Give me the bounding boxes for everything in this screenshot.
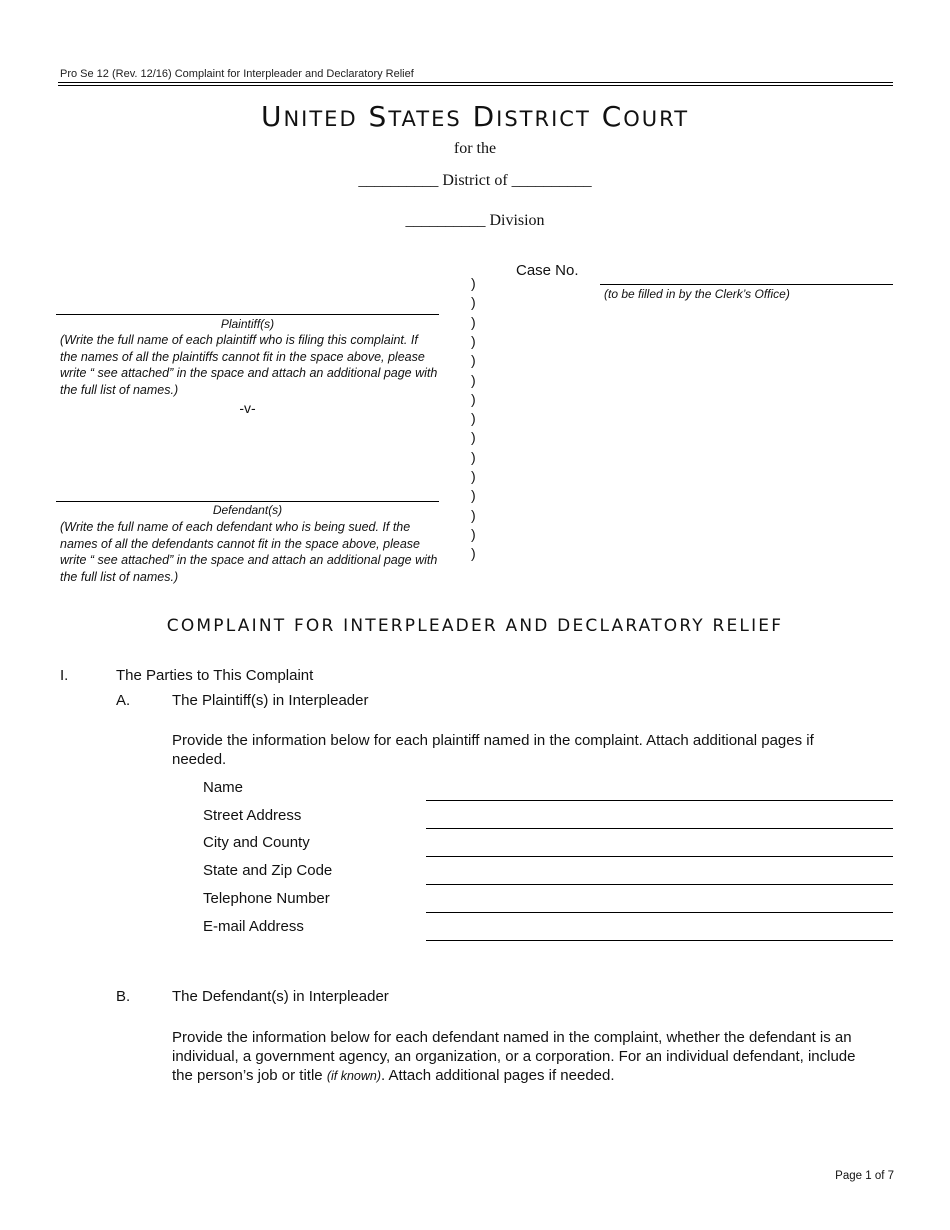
caption-paren: ) bbox=[471, 352, 476, 369]
versus-text: -v- bbox=[239, 400, 256, 416]
caption-paren: ) bbox=[471, 545, 476, 562]
caption-paren: ) bbox=[471, 275, 476, 291]
caption-paren: ) bbox=[471, 506, 476, 523]
section-a-title: The Plaintiff(s) in Interpleader bbox=[172, 692, 369, 709]
court-title: UNITED STATES DISTRICT COURT bbox=[260, 100, 690, 133]
plaintiff-city-input[interactable] bbox=[426, 856, 893, 857]
header-rule-top bbox=[58, 82, 893, 83]
plaintiff-state-input[interactable] bbox=[426, 884, 893, 885]
caption-paren: ) bbox=[471, 390, 476, 407]
plaintiff-street-label: Street Address bbox=[203, 807, 302, 824]
district-line: __________ District of __________ bbox=[358, 172, 592, 189]
caption-paren: ) bbox=[471, 313, 476, 330]
division-line: __________ Division bbox=[405, 212, 545, 229]
caption-paren: ) bbox=[471, 468, 476, 484]
clerk-note: (to be filled in by the Clerk’s Office) bbox=[604, 287, 790, 301]
plaintiff-street-input[interactable] bbox=[426, 828, 893, 829]
plaintiff-name-field[interactable] bbox=[56, 314, 439, 315]
if-known-text: (if known) bbox=[326, 1069, 381, 1083]
plaintiff-note: (Write the full name of each plaintiff who is filing this complaint. If the names of all the plaintiffs cannot fit in the space above, please write “ see attached” in the space and attach an additional page with the full list of names.) bbox=[60, 333, 438, 397]
plaintiff-label: Plaintiff(s) bbox=[220, 317, 275, 331]
caption-paren: ) bbox=[471, 294, 476, 311]
plaintiff-name-input[interactable] bbox=[426, 800, 893, 801]
plaintiff-name-label: Name bbox=[203, 779, 244, 796]
plaintiff-city-label: City and County bbox=[203, 834, 310, 851]
defendant-note: (Write the full name of each defendant who is being sued. If the names of all the defendants cannot fit in the space above, please write “ see attached” in the space and attach an additional page with the full list of names.) bbox=[60, 520, 438, 584]
defendant-label: Defendant(s) bbox=[212, 503, 283, 517]
caption-paren: ) bbox=[471, 332, 476, 349]
caption-paren: ) bbox=[471, 448, 476, 465]
plaintiff-email-input[interactable] bbox=[426, 940, 893, 941]
caption-paren: ) bbox=[471, 487, 476, 504]
document-title: COMPLAINT FOR INTERPLEADER AND DECLARATORY RELIEF bbox=[166, 616, 784, 636]
plaintiff-phone-label: Telephone Number bbox=[203, 890, 330, 907]
header-rule-bottom bbox=[58, 85, 893, 86]
plaintiff-phone-input[interactable] bbox=[426, 912, 893, 913]
section-b-title: The Defendant(s) in Interpleader bbox=[172, 988, 389, 1005]
section-b-instructions: Provide the information below for each defendant named in the complaint, whether the defendant is an individual, a government agency, an organization, or a corporation. For an individual defendant, include the person’s job or title (if known). Attach additional pages if needed. bbox=[172, 1029, 856, 1084]
caption-paren: ) bbox=[471, 371, 476, 388]
case-no-field[interactable] bbox=[600, 284, 893, 285]
caption-paren: ) bbox=[471, 525, 476, 542]
defendant-name-field[interactable] bbox=[56, 501, 439, 502]
section-a-letter: A. bbox=[116, 692, 131, 709]
case-no-label: Case No. bbox=[516, 262, 579, 279]
for-the-text: for the bbox=[453, 140, 497, 157]
caption-paren: ) bbox=[471, 429, 476, 446]
section-a-instructions: Provide the information below for each plaintiff named in the complaint. Attach additional pages if needed. bbox=[172, 732, 814, 768]
form-header: Pro Se 12 (Rev. 12/16) Complaint for Interpleader and Declaratory Relief bbox=[60, 68, 414, 80]
page-number: Page 1 of 7 bbox=[835, 1170, 894, 1182]
plaintiff-state-label: State and Zip Code bbox=[203, 862, 333, 879]
caption-paren: ) bbox=[471, 410, 476, 427]
section-b-letter: B. bbox=[116, 988, 131, 1005]
section-i-number: I. bbox=[60, 667, 69, 684]
section-i-title: The Parties to This Complaint bbox=[116, 667, 314, 684]
plaintiff-email-label: E-mail Address bbox=[203, 918, 304, 935]
